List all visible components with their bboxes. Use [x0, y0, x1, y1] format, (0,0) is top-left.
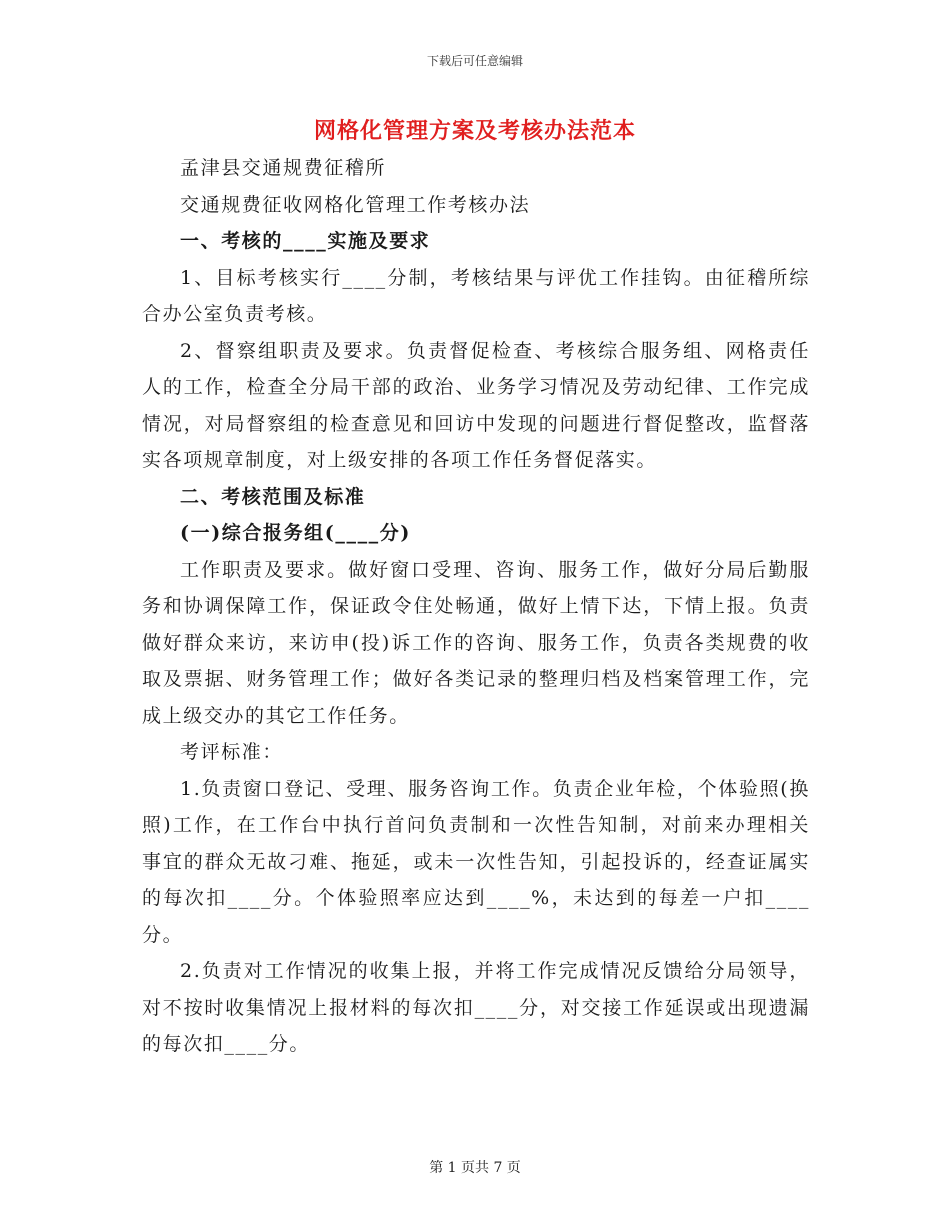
organization-name: 孟津县交通规费征稽所 — [180, 157, 387, 179]
paragraph-criteria-1: 1.负责窗口登记、受理、服务咨询工作。负责企业年检，个体验照(换照)工作，在工作台中执行首问负责制和一次性告知制，对前来办理相关事宜的群众无故刁难、拖延，或未一次性告知，引起投诉的，经查证属实的每次扣____分。个体验照率应达到____%，未达到的每差一户扣____分。 — [142, 777, 810, 946]
paragraph-criteria-2: 2.负责对工作情况的收集上报，并将工作完成情况反馈给分局领导，对不按时收集情况上报材料的每次扣____分，对交接工作延误或出现遗漏的每次扣____分。 — [142, 960, 810, 1055]
document-title: 网格化管理方案及考核办法范本 — [313, 118, 636, 144]
section-heading-1: 一、考核的____实施及要求 — [180, 230, 431, 252]
subsection-heading-1: (一)综合报务组(____分) — [180, 522, 411, 544]
document-body — [142, 150, 810, 1063]
page-header-note: 下载后可任意编辑 — [426, 54, 523, 68]
paragraph-criteria-label: 考评标准： — [180, 741, 284, 763]
section-heading-2: 二、考核范围及标准 — [180, 485, 366, 508]
paragraph-item-1: 1、目标考核实行____分制，考核结果与评优工作挂钩。由征稽所综合办公室负责考核。 — [142, 266, 810, 325]
page-number: 第 1 页共 7 页 — [429, 1160, 521, 1176]
paragraph-duties: 工作职责及要求。做好窗口受理、咨询、服务工作，做好分局后勤服务和协调保障工作，保证政令住处畅通，做好上情下达，下情上报。负责做好群众来访，来访申(投)诉工作的咨询、服务工作，负责各类规费的收取及票据、财务管理工作；做好各类记录的整理归档及档案管理工作，完成上级交办的其它工作任务。 — [142, 558, 810, 727]
subtitle-method: 交通规费征收网格化管理工作考核办法 — [180, 193, 531, 216]
paragraph-item-2: 2、督察组职责及要求。负责督促检查、考核综合服务组、网格责任人的工作，检查全分局干部的政治、业务学习情况及劳动纪律、工作完成情况，对局督察组的检查意见和回访中发现的问题进行督促整改，监督落实各项规章制度，对上级安排的各项工作任务督促落实。 — [142, 339, 810, 471]
